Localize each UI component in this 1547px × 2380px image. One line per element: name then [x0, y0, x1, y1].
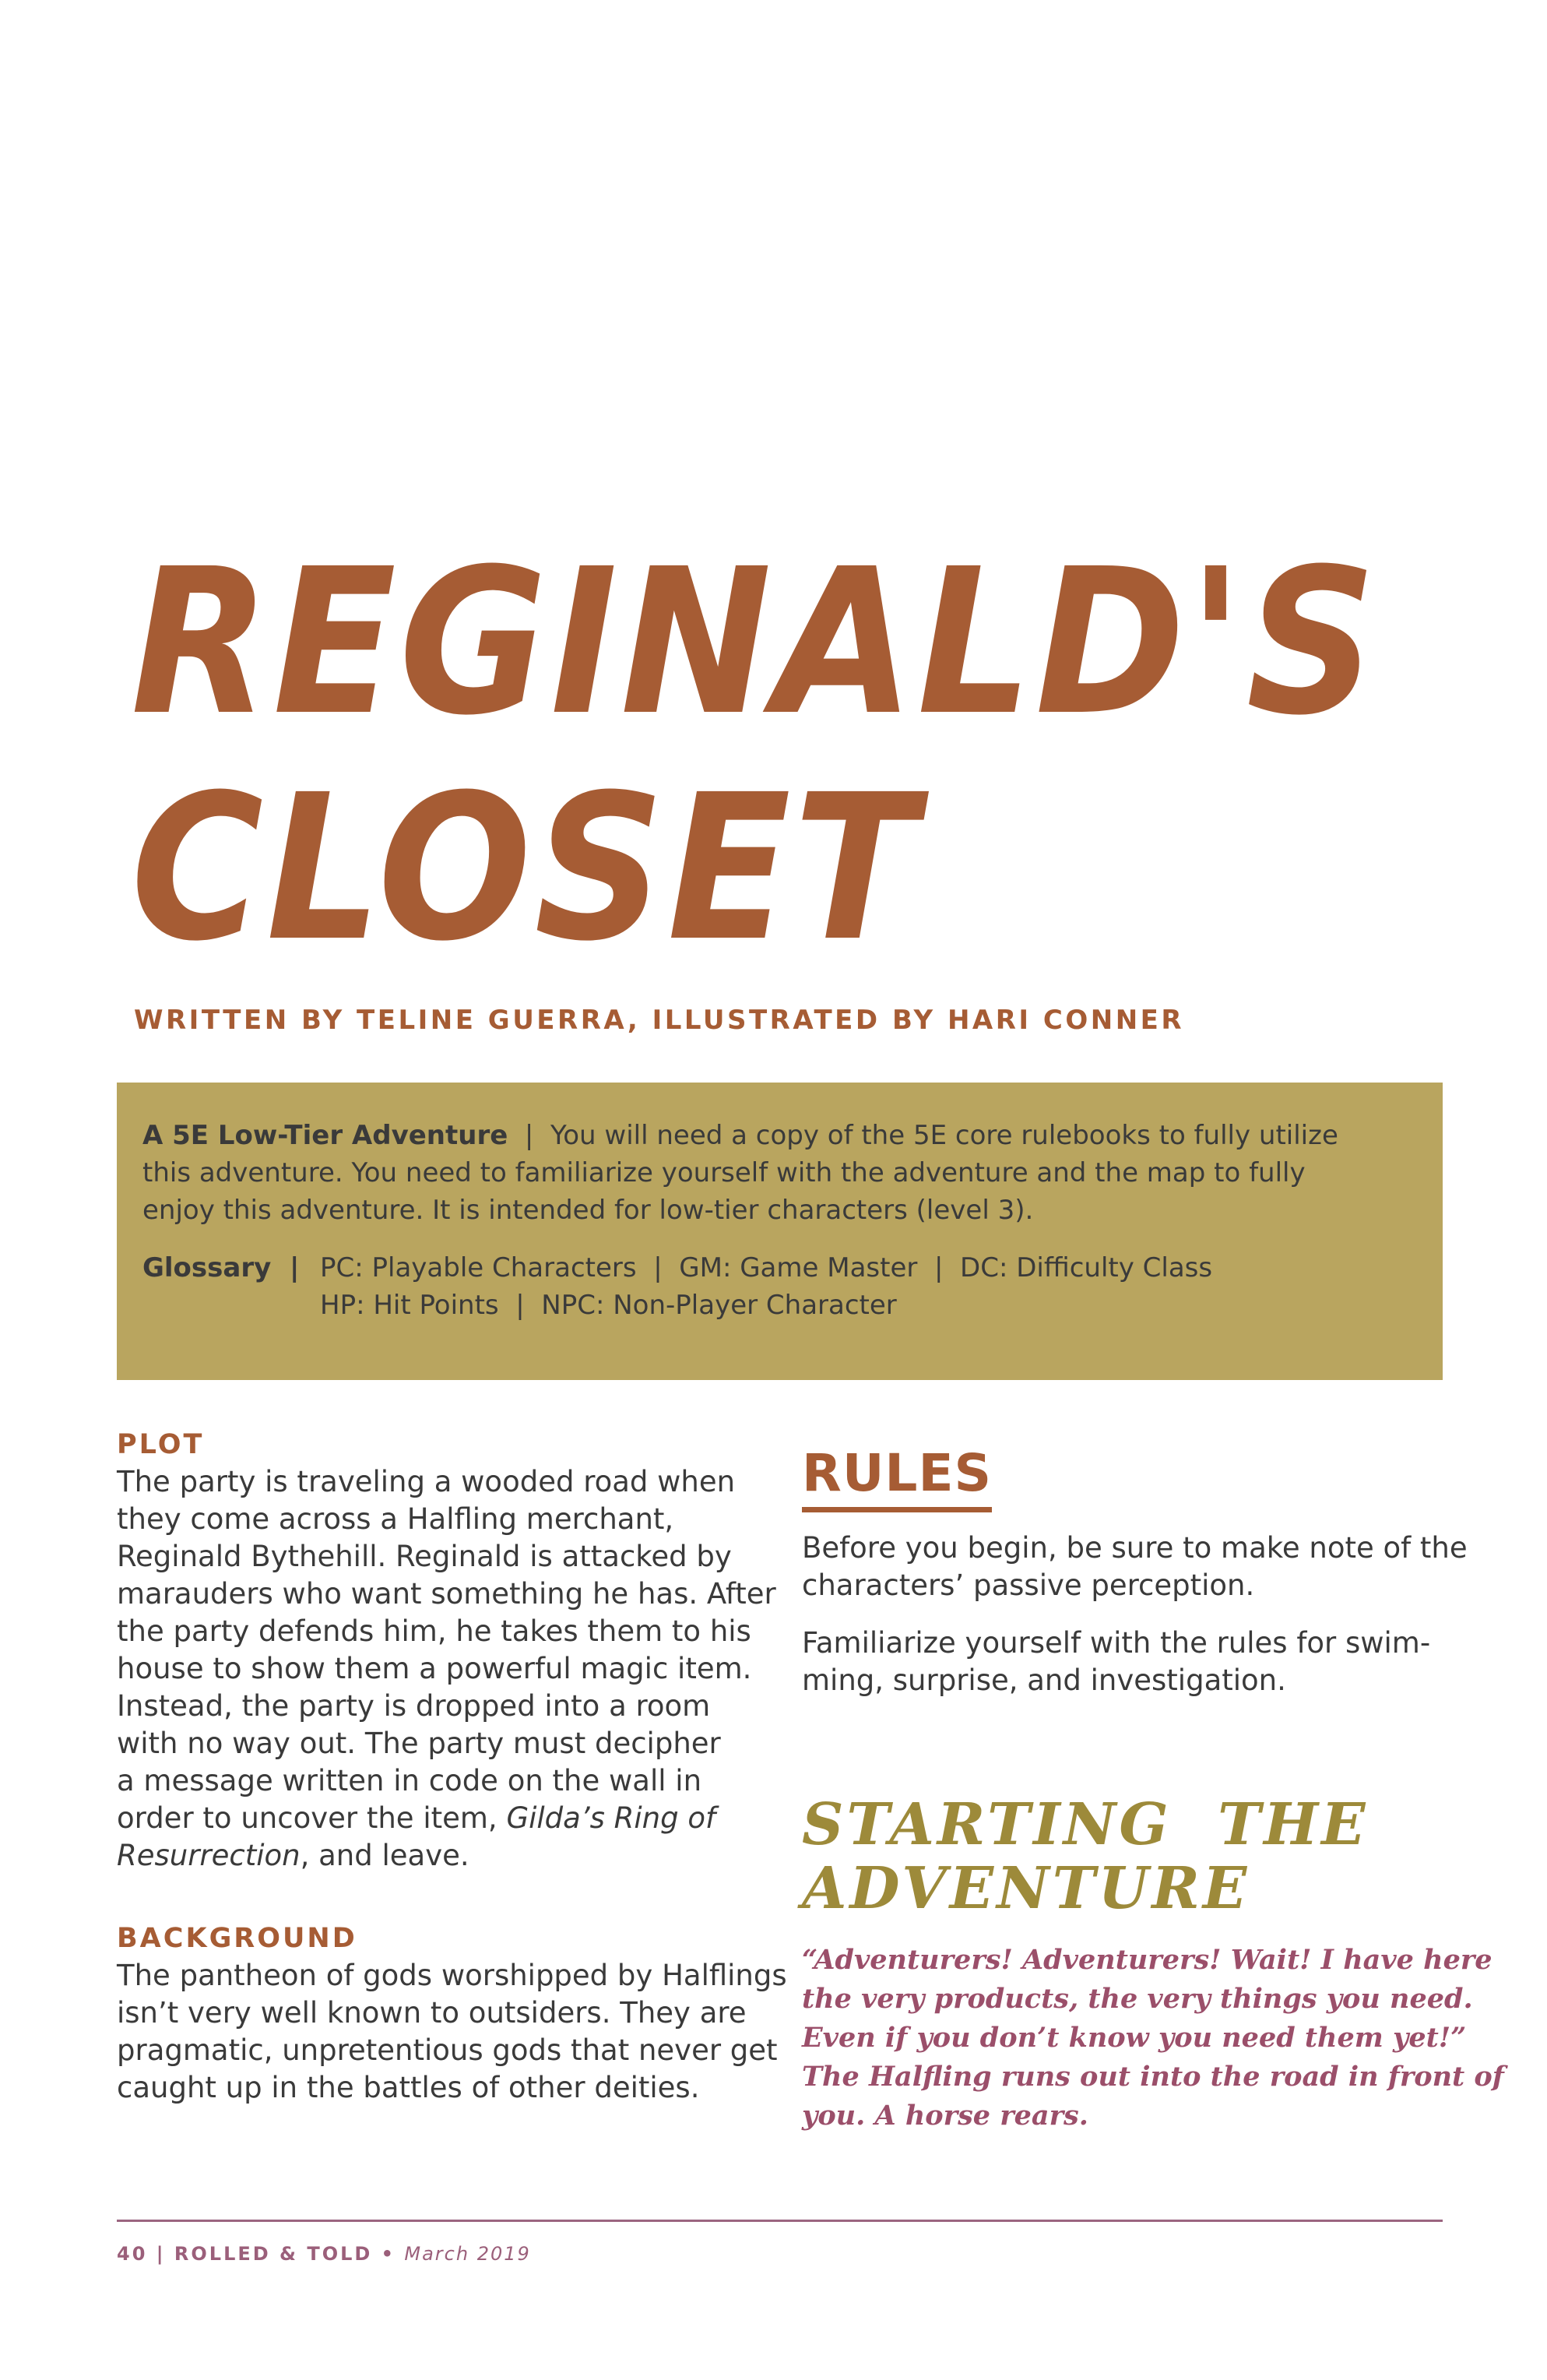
starting-adventure-heading [802, 1793, 1448, 1921]
ring-name-part-2: Resurrection [117, 1839, 301, 1872]
article-title [131, 526, 1380, 985]
info-line-2: this adventure. You need to familiarize yourself with the adventure and the map to fully [142, 1157, 1306, 1188]
page-number: 40 [117, 2243, 148, 2265]
background-line: caught up in the battles of other deities. [117, 2071, 700, 2104]
issue-date: March 2019 [404, 2243, 531, 2265]
rules-line: ming, surprise, and investigation. [802, 1664, 1286, 1697]
background-line: The pantheon of gods worshipped by Halflings [117, 1959, 787, 1992]
adventure-info-box [117, 1083, 1443, 1380]
quote-line: “Adventurers! Adventurers! Wait! I have here [802, 1944, 1493, 1976]
plot-line [117, 1837, 740, 1875]
plot-line: The party is traveling a wooded road when [117, 1465, 736, 1498]
title-line-2: CLOSET [131, 752, 920, 985]
byline: WRITTEN BY TELINE GUERRA, ILLUSTRATED BY HARI CONNER [134, 1005, 1185, 1036]
rules-paragraph-2 [802, 1625, 1448, 1699]
plot-line: house to show them a powerful magic item. [117, 1652, 752, 1685]
info-line-1 [142, 1117, 1417, 1154]
info-line-3: enjoy this adventure. It is intended for low-tier characters (level 3). [142, 1195, 1034, 1226]
right-column [802, 1429, 1504, 2135]
read-aloud-quote [802, 1941, 1504, 2135]
ring-name-part-1: Gilda’s Ring of [506, 1801, 715, 1835]
quote-line: the very products, the very things you need. [802, 1983, 1473, 2015]
page-footer [117, 2243, 531, 2265]
rules-heading: RULES [802, 1445, 992, 1512]
glossary-line-2: HP: Hit Points | NPC: Non-Player Character [320, 1290, 897, 1321]
rules-line: Familiarize yourself with the rules for swim- [802, 1626, 1431, 1660]
left-column [117, 1429, 787, 2107]
background-heading: BACKGROUND [117, 1923, 357, 1954]
background-line: isn’t very well known to outsiders. They are [117, 1996, 747, 2030]
plot-line: Reginald Bythehill. Reginald is attacked by [117, 1540, 732, 1573]
plot-line: a message written in code on the wall in [117, 1764, 702, 1797]
plot-heading: PLOT [117, 1429, 205, 1460]
footer-separator: | [147, 2243, 174, 2265]
plot-line: Instead, the party is dropped into a room [117, 1689, 711, 1723]
starting-heading-line-1: STARTING THE [802, 1791, 1369, 1858]
plot-line: they come across a Halfling merchant, [117, 1502, 674, 1536]
background-line: pragmatic, unpretentious gods that never get [117, 2033, 778, 2067]
info-line-1-text: You will need a copy of the 5E core rulebooks to fully utilize [550, 1120, 1338, 1151]
plot-line: with no way out. The party must decipher [117, 1727, 721, 1760]
info-separator: | [508, 1120, 550, 1151]
rules-paragraph-1 [802, 1530, 1468, 1604]
plot-line: the party defends him, he takes them to his [117, 1614, 751, 1648]
quote-line: you. A horse rears. [802, 2100, 1088, 2132]
rules-line: characters’ passive perception. [802, 1568, 1255, 1602]
glossary [142, 1249, 1417, 1324]
quote-line: Even if you don’t know you need them yet!” [802, 2022, 1467, 2054]
plot-line: marauders who want something he has. After [117, 1577, 776, 1611]
plot-line-10-start: order to uncover the item, [117, 1801, 507, 1835]
starting-heading-line-2: ADVENTURE [802, 1855, 1250, 1922]
background-text [117, 1957, 787, 2107]
footer-bullet: • [372, 2243, 405, 2265]
glossary-label: Glossary | [142, 1252, 300, 1283]
footer-divider [117, 2220, 1443, 2222]
title-line-1: REGINALD'S [131, 526, 1380, 759]
quote-line: The Halfling runs out into the road in front of [802, 2061, 1504, 2093]
rules-line: Before you begin, be sure to make note of the [802, 1531, 1468, 1565]
adventure-tier-label: A 5E Low-Tier Adventure [142, 1120, 508, 1151]
plot-text [117, 1463, 776, 1875]
glossary-terms [320, 1249, 1212, 1324]
plot-line [117, 1800, 740, 1837]
glossary-line-1: PC: Playable Characters | GM: Game Master | DC: Difficulty Class [320, 1252, 1213, 1283]
plot-line-11-end: , and leave. [300, 1839, 469, 1872]
magazine-name: ROLLED & TOLD [174, 2243, 373, 2265]
